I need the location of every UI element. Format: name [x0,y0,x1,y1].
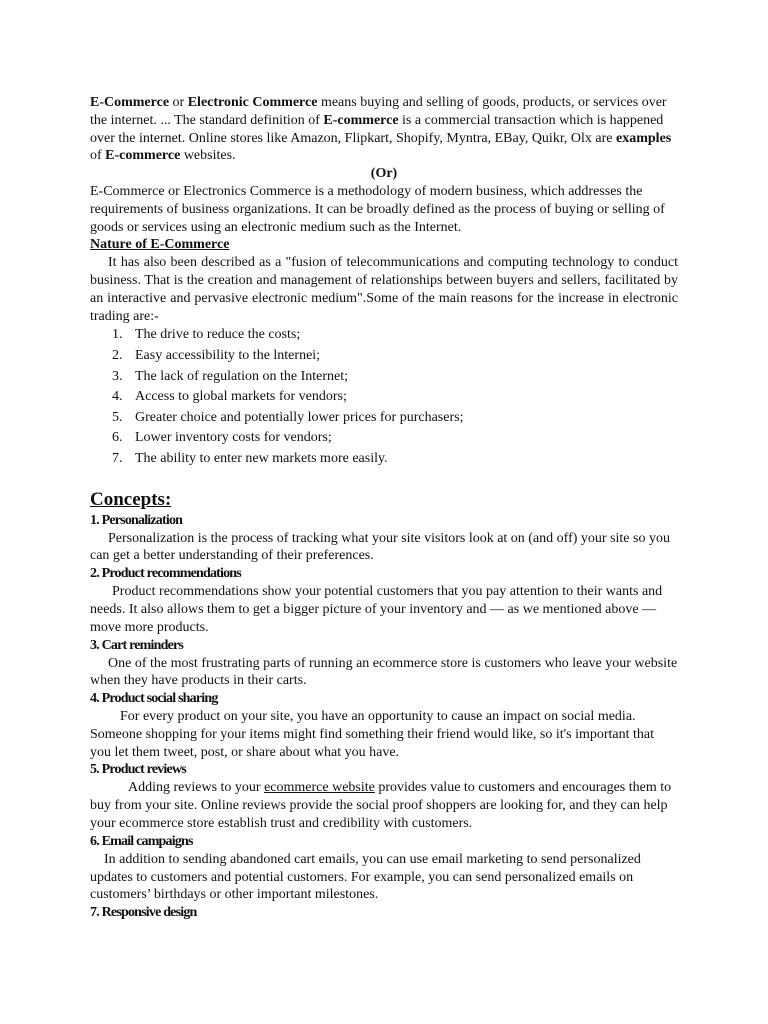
concept-title-email-campaigns: 6. Email campaigns [90,833,193,849]
concept-body-email-campaigns: In addition to sending abandoned cart emails, you can use email marketing to send personalized updates to customers and potential customers. For example, you can send personalized emails on customers’ birthdays or other important milestones. [90,851,641,903]
list-item: 3. The lack of regulation on the Internet; [112,368,349,384]
concept-title-social-sharing: 4. Product social sharing [90,691,218,707]
concept-body-recommendations: Product recommendations show your potential customers that you pay attention to their wants and needs. It also allows them to get a bigger picture of your inventory and — as we mentioned above — move more products. [90,584,663,635]
concept-title-responsive-design: 7. Responsive design [90,905,197,921]
concept-body-product-reviews: Adding reviews to your ecommerce website provides value to customers and encourages them to buy from your site. Online reviews provide the social proof shoppers are looking for, and they can help your ecommerce store establish trust and credibility with customers. [90,780,672,832]
concept-title-personalization: 1. Personalization [90,512,183,528]
list-item: 1. The drive to reduce the costs; [112,327,301,343]
concept-body-social-sharing: For every product on your site, you have an opportunity to cause an impact on social media. Someone shopping for your items might find something their friend would like, so it's important that you let them tweet, post, or share about what you have. [90,709,655,760]
term-electronic-commerce: Electronic Commerce [187,95,318,110]
intro-paragraph: E-Commerce or Electronic Commerce means buying and selling of goods, products, or services over the internet. ... The standard definition of E-commerce is a commercial transaction which is happened over the internet. Online stores like Amazon, Flipkart, Shopify, Myntra, EBay, Quikr, Olx are examples of E-commerce websites. [90,95,672,164]
definition-paragraph: E-Commerce or Electronics Commerce is a methodology of modern business, which addresses the requirements of business organizations. It can be broadly defined as the process of buying or selling of goods or services using an electronic medium such as the Internet. [90,183,665,235]
nature-heading: Nature of E-Commerce [90,237,230,253]
concept-title-product-reviews: 5. Product reviews [90,762,186,778]
concepts-heading: Concepts: [90,488,172,510]
list-item: 5. Greater choice and potentially lower prices for purchasers; [112,409,464,425]
ecommerce-website-link[interactable]: ecommerce website [264,780,375,796]
concept-title-recommendations: 2. Product recommendations [90,566,241,582]
term-ecommerce: E-Commerce [90,95,170,110]
concept-body-personalization: Personalization is the process of tracking what your site visitors look at on (and off) your site so you can get a better understanding of their preferences. [90,530,670,564]
list-item: 2. Easy accessibility to the lnternei; [112,347,321,363]
list-item: 4. Access to global markets for vendors; [112,389,347,405]
list-item: 6. Lower inventory costs for vendors; [112,430,332,446]
list-item: 7. The ability to enter new markets more easily. [112,450,388,466]
concept-title-cart-reminders: 3. Cart reminders [90,637,184,653]
nature-paragraph: It has also been described as a "fusion of telecommunications and computing technology to conduct business. That is the creation and management of relationships between buyers and sellers, facilitated by an interactive and pervasive electronic medium".Some of the main reasons for the increase in electronic trading are:- [90,255,678,324]
document-page [90,94,678,922]
or-separator: (Or) [370,166,398,182]
reasons-list [90,325,678,469]
concept-body-cart-reminders: One of the most frustrating parts of running an ecommerce store is customers who leave your website when they have products in their carts. [90,655,678,689]
